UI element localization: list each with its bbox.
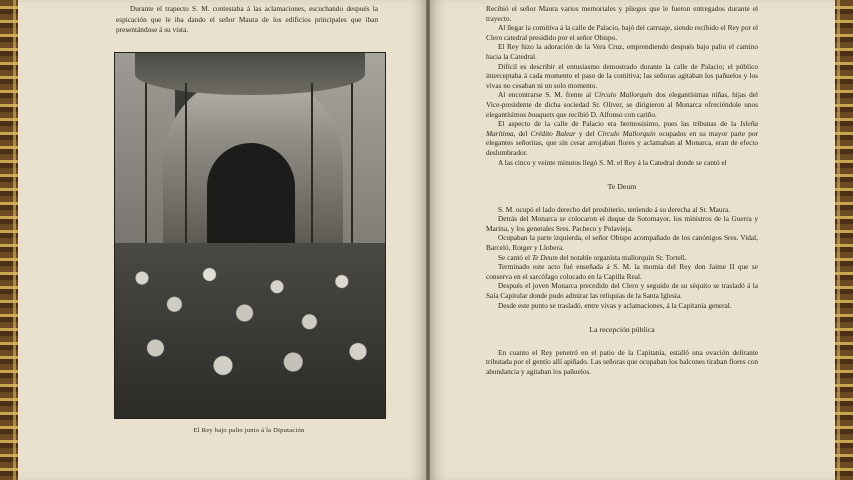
left-page — [18, 0, 426, 480]
paragraph: A las cinco y veinte minutos llegó S. M. el Rey á la Catedral donde se cantó el — [498, 157, 727, 167]
paragraph: Detrás del Monarca se colocaron el duque de Sotomayor, los ministros de la Guerra y Marina, y los generales Sres. Pacheco y Polavieja. — [486, 214, 758, 233]
left-page-text — [116, 4, 378, 36]
paragraph: Desde este punto se trasladó, entre vivas y aclamaciones, á la Capitanía general. — [498, 300, 732, 310]
paragraph: Después el joven Monarca precedido del Clero y seguido de su séquito se trasladó á la Sala Capitular donde pudo admirar las reliquias de la Santa Iglesia. — [486, 281, 758, 301]
paragraph: S. M. ocupó el lado derecho del presbiterio, teniendo á su derecha al Sr. Maura. — [498, 204, 731, 214]
paragraph — [486, 90, 758, 119]
paragraph: Al llegar la comitiva á la calle de Palacio, bajó del carruaje, siendo recibido el Rey por el Clero catedral presidido por el señor Obispo. — [486, 23, 758, 42]
book-border-left — [0, 0, 18, 480]
text-run-italic: Isleña Marítima — [486, 119, 758, 138]
text-run-italic: Te Deum — [531, 252, 558, 262]
photo-king-under-canopy — [114, 52, 386, 419]
text-run-italic: Círculo Mallorquín — [597, 128, 656, 138]
book-border-right — [835, 0, 853, 480]
text-run: del notable organista mallorquín Sr. Tortell. — [557, 252, 687, 262]
paragraph: Terminado este acto fué enseñada á S. M. la momia del Rey don Jaime II que se conserva en el sarcófago colocado en la Capilla Real. — [486, 262, 758, 281]
text-run: ocupados en su mayor parte por elegantes señoritas, que sin cesar arrojaban flores y aclamaban al Monarca, eran de efecto deslumbrador. — [486, 128, 758, 157]
right-page-text — [486, 4, 758, 377]
text-run: que recibió D. Alfonso con cariño. — [554, 109, 657, 119]
text-run: dos elegantísimas niñas, hijas del Vice-presidente de dicha sociedad Sr. Oliver, se dirigieron al Monarca ofreciéndole unos elegantísimos — [486, 90, 758, 119]
left-paragraph: Durante el trapecto S. M. contestaba á las aclamaciones, escuchando después la espicación que le iba dando el señor Maura de los edificios principales que iban presentándose á su vista. — [116, 4, 378, 34]
right-page — [430, 0, 835, 480]
paragraph: Ocupaban la parte izquierda, el señor Obispo acompañado de los canónigos Sres. Vidal, Barceló, Rotger y Llobera. — [486, 233, 758, 253]
photo-canopy — [135, 53, 365, 95]
text-run-italic: Crédito Balear — [530, 128, 576, 138]
photo-caption: El Rey bajo palio junto á la Diputación — [193, 427, 305, 434]
paragraph — [486, 119, 758, 157]
paragraph: El Rey hizo la adoración de la Vera Cruz, emprendiendo después bajo palio el camino hacia la Catedral. — [486, 42, 758, 61]
paragraph — [486, 253, 758, 263]
paragraph: Recibió el señor Maura varios memoriales y pliegos que le fueron entregados durante el trayecto. — [486, 4, 758, 23]
text-run-italic: bouquets — [527, 109, 555, 119]
section-heading-te-deum: Te Deum — [607, 182, 637, 192]
text-run: , del — [513, 128, 531, 138]
text-run: El aspecto de la calle de Palacio era hermosísimo, pues las tribunas de la — [498, 119, 741, 129]
text-run: Se cantó el — [498, 252, 532, 262]
section-heading-recepcion: La recepción pública — [589, 325, 655, 335]
photo-crowd — [115, 243, 385, 418]
paragraph: Difícil es describir el entusiasmo demostrado durante la calle de Palacio; el público interceptaba á cada momento el paso de la comitiva; las señoras agitaban los pañuelos y los vivas no cesaban ni un solo momento. — [486, 61, 758, 90]
text-run: y del — [575, 128, 598, 138]
paragraph: En cuanto el Rey penetró en el patio de la Capitanía, estalló una ovación delirante tributada por el gentío allí apiñado. Las señoras que ocupaban los balcones tiraban flores con abundancia y agitaban los pañuelos. — [486, 347, 758, 376]
text-run-italic: Círculo Mallorquín — [594, 90, 653, 100]
text-run: Al encontrarse S. M. frente al — [498, 90, 595, 100]
